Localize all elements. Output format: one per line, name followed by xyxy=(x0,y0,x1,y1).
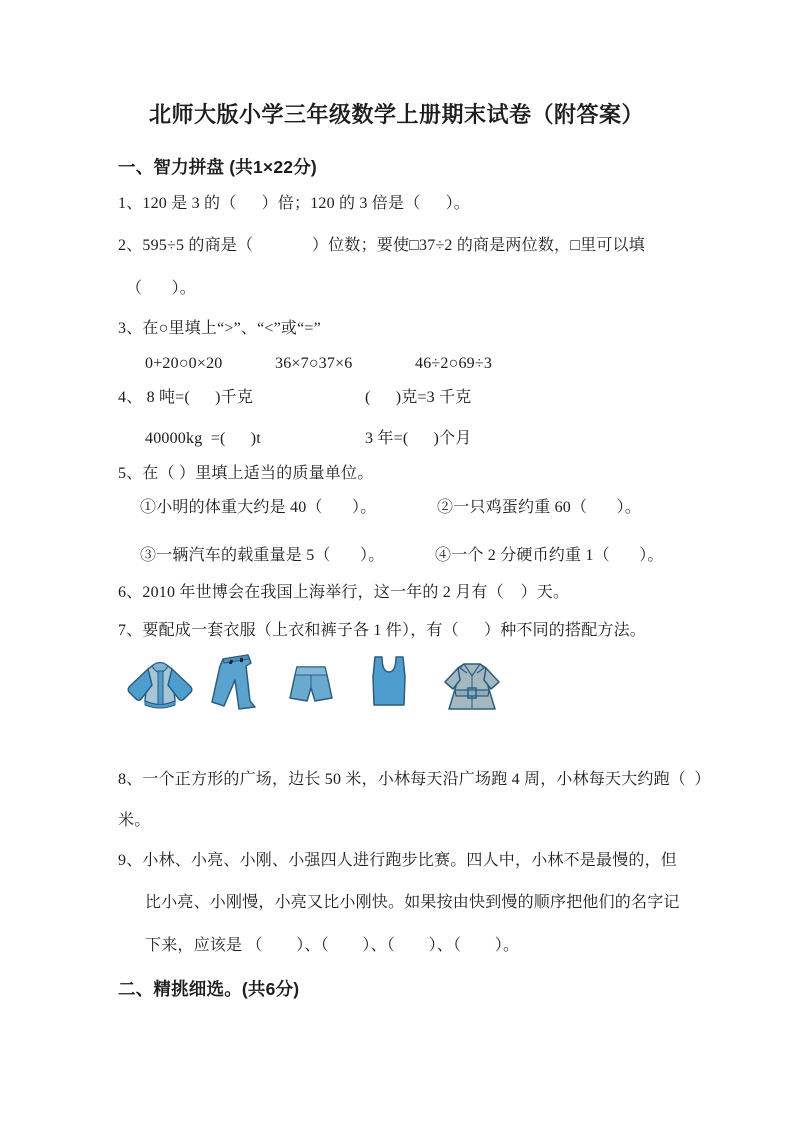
question-1-text: 1、120 是 3 的（ ）倍；120 的 3 倍是（ ）。 xyxy=(118,195,471,212)
question-8-text-line2: 米。 xyxy=(118,812,151,829)
question-3-expression-2: 36×7○37×6 xyxy=(275,355,353,372)
question-3-expression-3: 46÷2○69÷3 xyxy=(415,355,493,372)
jacket-image xyxy=(125,658,195,716)
question-5-text: 5、在（ ）里填上适当的质量单位。 xyxy=(118,465,374,482)
section1-heading: 一、智力拼盘 (共1×22分) xyxy=(118,157,317,177)
question-3-text: 3、在○里填上“>”、“<”或“=” xyxy=(118,320,321,337)
coat-image xyxy=(441,659,503,716)
question-4-row1-col1: 4、 8 吨=( )千克 xyxy=(118,389,254,406)
shorts-image xyxy=(288,664,334,704)
question-3-expression-1: 0+20○0×20 xyxy=(145,355,223,372)
question-9-text-line1: 9、小林、小亮、小刚、小强四人进行跑步比赛。四人中，小林不是最慢的，但 xyxy=(118,852,678,869)
question-9-text-line3: 下来，应该是 （ ）、（ ）、（ ）、（ ）。 xyxy=(145,937,520,954)
question-6-text: 6、2010 年世博会在我国上海举行，这一年的 2 月有（ ）天。 xyxy=(118,584,570,601)
question-4-row2-col1: 40000kg =( )t xyxy=(145,430,261,447)
section2-heading: 二、精挑细选。(共6分) xyxy=(118,979,300,999)
page-title: 北师大版小学三年级数学上册期末试卷（附答案） xyxy=(148,102,644,127)
question-2-text-line2: （ ）。 xyxy=(126,280,197,297)
question-5-item-2: ②一只鸡蛋约重 60（ ）。 xyxy=(437,499,642,516)
question-7-text: 7、要配成一套衣服（上衣和裤子各 1 件），有（ ）种不同的搭配方法。 xyxy=(118,622,647,639)
question-5-item-1: ①小明的体重大约是 40（ ）。 xyxy=(140,499,377,516)
question-5-item-3: ③一辆汽车的载重量是 5（ ）。 xyxy=(140,547,385,564)
question-9-text-line2: 比小亮、小刚慢，小亮又比小刚快。如果按由快到慢的顺序把他们的名字记 xyxy=(145,894,680,911)
jeans-image xyxy=(210,653,258,712)
question-2-text-line1: 2、595÷5 的商是（ ）位数；要使□37÷2 的商是两位数，□里可以填 xyxy=(118,237,645,254)
question-8-text-line1: 8、一个正方形的广场，边长 50 米，小林每天沿广场跑 4 周，小林每天大约跑（ ） xyxy=(118,771,711,788)
question-4-row2-col2: 3 年=( )个月 xyxy=(365,430,472,447)
question-4-row1-col2: ( )克=3 千克 xyxy=(365,389,472,406)
tank-top-image xyxy=(368,655,410,707)
question-5-item-4: ④一个 2 分硬币约重 1（ ）。 xyxy=(435,547,664,564)
